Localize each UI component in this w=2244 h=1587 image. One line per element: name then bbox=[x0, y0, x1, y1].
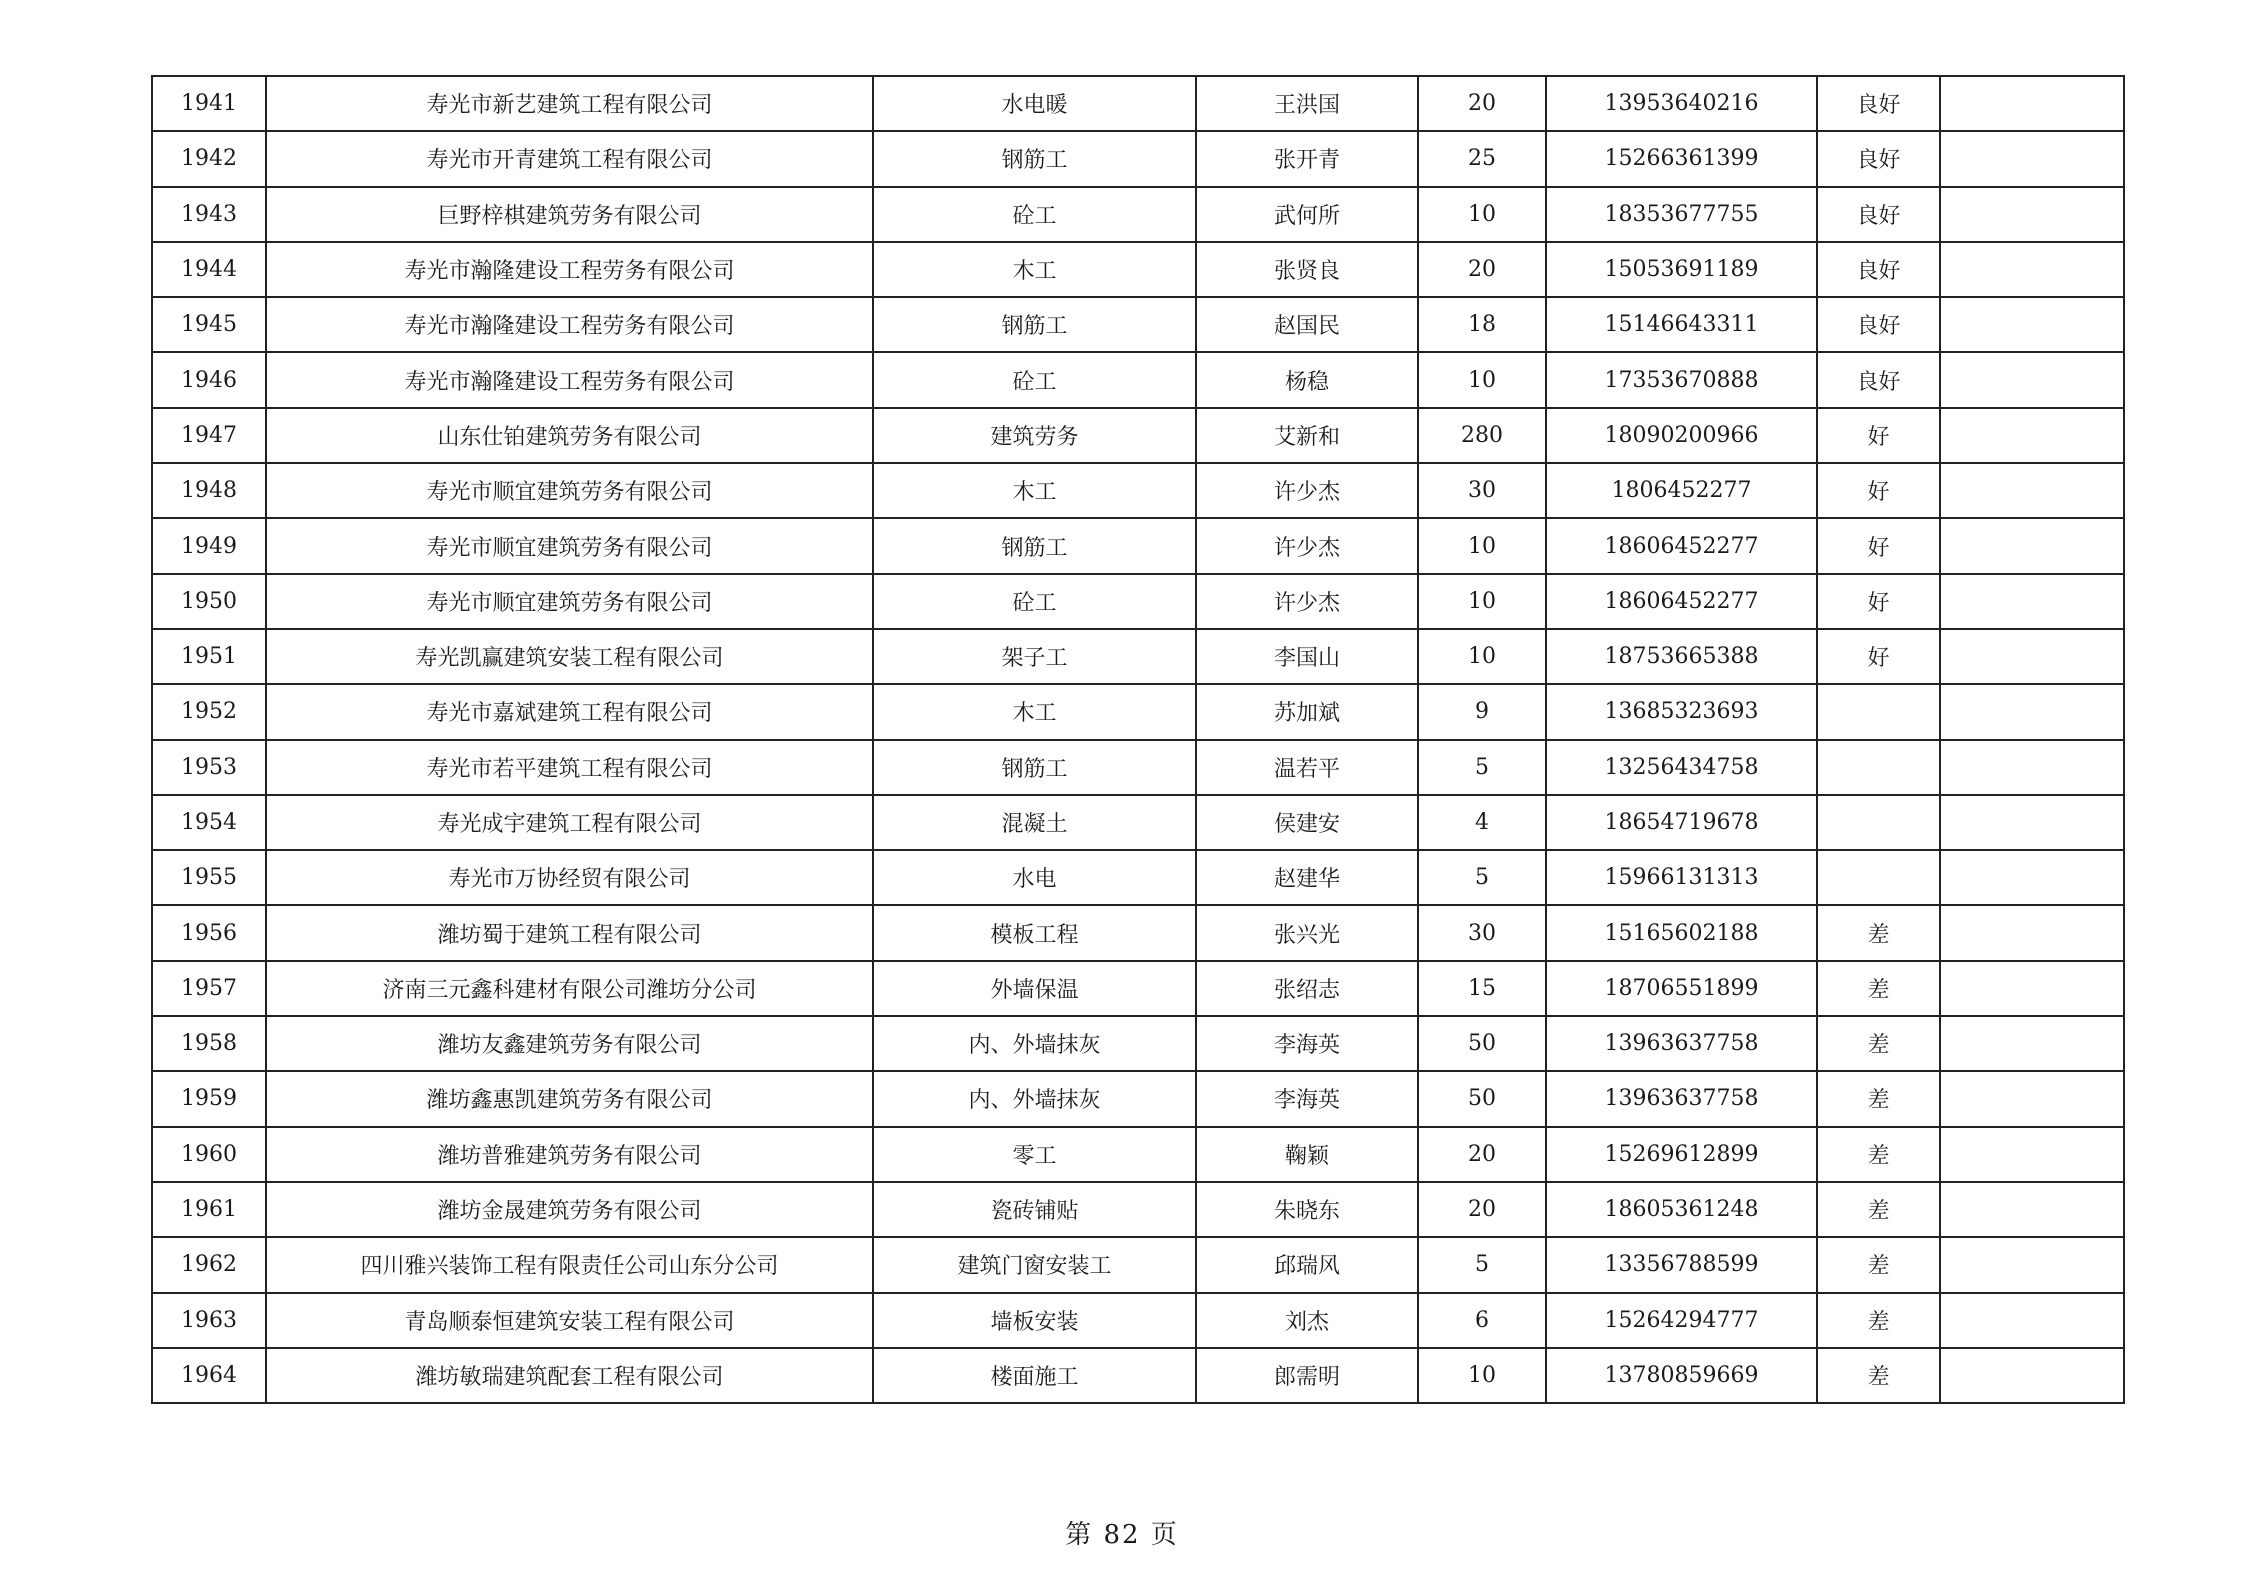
cell-note bbox=[1940, 1237, 2124, 1292]
table-row bbox=[152, 905, 2124, 960]
page-number: 第 82 页 bbox=[1065, 1520, 1179, 1550]
cell-trade: 墙板安装 bbox=[873, 1293, 1196, 1348]
cell-trade: 木工 bbox=[873, 684, 1196, 739]
cell-company-name: 寿光市开青建筑工程有限公司 bbox=[266, 131, 873, 186]
cell-trade: 水电暖 bbox=[873, 76, 1196, 131]
cell-note bbox=[1940, 795, 2124, 850]
cell-serial-number: 1947 bbox=[152, 408, 266, 463]
table-row bbox=[152, 574, 2124, 629]
cell-serial-number: 1948 bbox=[152, 463, 266, 518]
cell-rating: 好 bbox=[1817, 463, 1940, 518]
cell-phone: 13963637758 bbox=[1546, 1071, 1817, 1126]
cell-worker-count: 10 bbox=[1418, 629, 1546, 684]
cell-company-name: 青岛顺泰恒建筑安装工程有限公司 bbox=[266, 1293, 873, 1348]
cell-worker-count: 4 bbox=[1418, 795, 1546, 850]
cell-phone: 13953640216 bbox=[1546, 76, 1817, 131]
table-body bbox=[152, 76, 2124, 1403]
cell-serial-number: 1955 bbox=[152, 850, 266, 905]
table-row bbox=[152, 1348, 2124, 1403]
cell-worker-count: 20 bbox=[1418, 1127, 1546, 1182]
cell-worker-count: 20 bbox=[1418, 242, 1546, 297]
cell-phone: 15165602188 bbox=[1546, 905, 1817, 960]
cell-rating: 良好 bbox=[1817, 352, 1940, 407]
cell-trade: 内、外墙抹灰 bbox=[873, 1016, 1196, 1071]
cell-serial-number: 1956 bbox=[152, 905, 266, 960]
table-row bbox=[152, 76, 2124, 131]
cell-phone: 18606452277 bbox=[1546, 518, 1817, 573]
table-row bbox=[152, 850, 2124, 905]
cell-rating: 差 bbox=[1817, 1237, 1940, 1292]
cell-company-name: 寿光市万协经贸有限公司 bbox=[266, 850, 873, 905]
cell-contact-person: 杨稳 bbox=[1196, 352, 1418, 407]
cell-contact-person: 张贤良 bbox=[1196, 242, 1418, 297]
cell-worker-count: 50 bbox=[1418, 1071, 1546, 1126]
cell-trade: 钢筋工 bbox=[873, 740, 1196, 795]
contractor-table bbox=[151, 75, 2125, 1404]
cell-serial-number: 1945 bbox=[152, 297, 266, 352]
cell-contact-person: 邱瑞风 bbox=[1196, 1237, 1418, 1292]
cell-contact-person: 武何所 bbox=[1196, 187, 1418, 242]
cell-note bbox=[1940, 352, 2124, 407]
cell-note bbox=[1940, 629, 2124, 684]
cell-phone: 18353677755 bbox=[1546, 187, 1817, 242]
cell-rating: 差 bbox=[1817, 1348, 1940, 1403]
cell-rating: 好 bbox=[1817, 574, 1940, 629]
cell-contact-person: 鞠颖 bbox=[1196, 1127, 1418, 1182]
cell-rating: 好 bbox=[1817, 408, 1940, 463]
cell-serial-number: 1957 bbox=[152, 961, 266, 1016]
cell-note bbox=[1940, 740, 2124, 795]
cell-contact-person: 朱晓东 bbox=[1196, 1182, 1418, 1237]
cell-company-name: 山东仕铂建筑劳务有限公司 bbox=[266, 408, 873, 463]
cell-rating bbox=[1817, 740, 1940, 795]
contractor-table-container bbox=[151, 75, 2123, 1404]
cell-phone: 15269612899 bbox=[1546, 1127, 1817, 1182]
cell-company-name: 巨野梓棋建筑劳务有限公司 bbox=[266, 187, 873, 242]
cell-phone: 15266361399 bbox=[1546, 131, 1817, 186]
table-row bbox=[152, 518, 2124, 573]
cell-contact-person: 李国山 bbox=[1196, 629, 1418, 684]
cell-worker-count: 30 bbox=[1418, 905, 1546, 960]
table-row bbox=[152, 1016, 2124, 1071]
cell-serial-number: 1961 bbox=[152, 1182, 266, 1237]
cell-contact-person: 刘杰 bbox=[1196, 1293, 1418, 1348]
cell-contact-person: 许少杰 bbox=[1196, 574, 1418, 629]
cell-contact-person: 侯建安 bbox=[1196, 795, 1418, 850]
cell-phone: 13685323693 bbox=[1546, 684, 1817, 739]
cell-company-name: 寿光市嘉斌建筑工程有限公司 bbox=[266, 684, 873, 739]
cell-company-name: 寿光成宇建筑工程有限公司 bbox=[266, 795, 873, 850]
cell-worker-count: 6 bbox=[1418, 1293, 1546, 1348]
table-row bbox=[152, 463, 2124, 518]
cell-rating bbox=[1817, 850, 1940, 905]
cell-contact-person: 温若平 bbox=[1196, 740, 1418, 795]
cell-company-name: 潍坊蜀于建筑工程有限公司 bbox=[266, 905, 873, 960]
table-row bbox=[152, 795, 2124, 850]
cell-note bbox=[1940, 1016, 2124, 1071]
table-row bbox=[152, 1237, 2124, 1292]
cell-trade: 钢筋工 bbox=[873, 297, 1196, 352]
table-row bbox=[152, 242, 2124, 297]
cell-rating: 良好 bbox=[1817, 76, 1940, 131]
cell-worker-count: 10 bbox=[1418, 187, 1546, 242]
cell-serial-number: 1953 bbox=[152, 740, 266, 795]
cell-trade: 建筑门窗安装工 bbox=[873, 1237, 1196, 1292]
table-row bbox=[152, 408, 2124, 463]
cell-serial-number: 1954 bbox=[152, 795, 266, 850]
cell-company-name: 寿光市瀚隆建设工程劳务有限公司 bbox=[266, 352, 873, 407]
cell-note bbox=[1940, 961, 2124, 1016]
cell-rating: 差 bbox=[1817, 905, 1940, 960]
cell-worker-count: 10 bbox=[1418, 352, 1546, 407]
cell-note bbox=[1940, 518, 2124, 573]
cell-rating: 良好 bbox=[1817, 242, 1940, 297]
cell-contact-person: 赵建华 bbox=[1196, 850, 1418, 905]
cell-note bbox=[1940, 297, 2124, 352]
cell-phone: 17353670888 bbox=[1546, 352, 1817, 407]
cell-worker-count: 10 bbox=[1418, 518, 1546, 573]
cell-company-name: 潍坊鑫惠凯建筑劳务有限公司 bbox=[266, 1071, 873, 1126]
cell-phone: 18606452277 bbox=[1546, 574, 1817, 629]
cell-note bbox=[1940, 1348, 2124, 1403]
cell-trade: 砼工 bbox=[873, 187, 1196, 242]
cell-rating: 差 bbox=[1817, 1071, 1940, 1126]
cell-serial-number: 1963 bbox=[152, 1293, 266, 1348]
cell-contact-person: 赵国民 bbox=[1196, 297, 1418, 352]
cell-rating bbox=[1817, 795, 1940, 850]
cell-worker-count: 20 bbox=[1418, 1182, 1546, 1237]
cell-note bbox=[1940, 850, 2124, 905]
cell-contact-person: 苏加斌 bbox=[1196, 684, 1418, 739]
cell-phone: 18605361248 bbox=[1546, 1182, 1817, 1237]
cell-contact-person: 张开青 bbox=[1196, 131, 1418, 186]
cell-worker-count: 10 bbox=[1418, 574, 1546, 629]
cell-serial-number: 1943 bbox=[152, 187, 266, 242]
cell-company-name: 寿光凯赢建筑安装工程有限公司 bbox=[266, 629, 873, 684]
cell-note bbox=[1940, 187, 2124, 242]
cell-contact-person: 许少杰 bbox=[1196, 463, 1418, 518]
cell-trade: 水电 bbox=[873, 850, 1196, 905]
cell-trade: 模板工程 bbox=[873, 905, 1196, 960]
cell-note bbox=[1940, 242, 2124, 297]
cell-worker-count: 30 bbox=[1418, 463, 1546, 518]
cell-company-name: 潍坊金晟建筑劳务有限公司 bbox=[266, 1182, 873, 1237]
cell-trade: 内、外墙抹灰 bbox=[873, 1071, 1196, 1126]
cell-worker-count: 5 bbox=[1418, 850, 1546, 905]
cell-worker-count: 10 bbox=[1418, 1348, 1546, 1403]
cell-trade: 混凝土 bbox=[873, 795, 1196, 850]
cell-trade: 建筑劳务 bbox=[873, 408, 1196, 463]
table-row bbox=[152, 1293, 2124, 1348]
cell-phone: 15146643311 bbox=[1546, 297, 1817, 352]
cell-company-name: 四川雅兴装饰工程有限责任公司山东分公司 bbox=[266, 1237, 873, 1292]
cell-trade: 零工 bbox=[873, 1127, 1196, 1182]
cell-phone: 13356788599 bbox=[1546, 1237, 1817, 1292]
cell-company-name: 济南三元鑫科建材有限公司潍坊分公司 bbox=[266, 961, 873, 1016]
cell-worker-count: 280 bbox=[1418, 408, 1546, 463]
cell-serial-number: 1960 bbox=[152, 1127, 266, 1182]
cell-note bbox=[1940, 1293, 2124, 1348]
cell-rating: 好 bbox=[1817, 518, 1940, 573]
cell-trade: 外墙保温 bbox=[873, 961, 1196, 1016]
cell-rating: 差 bbox=[1817, 1293, 1940, 1348]
cell-note bbox=[1940, 905, 2124, 960]
cell-trade: 架子工 bbox=[873, 629, 1196, 684]
cell-rating: 差 bbox=[1817, 1127, 1940, 1182]
cell-note bbox=[1940, 131, 2124, 186]
cell-worker-count: 18 bbox=[1418, 297, 1546, 352]
cell-phone: 18753665388 bbox=[1546, 629, 1817, 684]
cell-company-name: 潍坊友鑫建筑劳务有限公司 bbox=[266, 1016, 873, 1071]
table-row bbox=[152, 352, 2124, 407]
cell-contact-person: 张兴光 bbox=[1196, 905, 1418, 960]
cell-phone: 13256434758 bbox=[1546, 740, 1817, 795]
cell-worker-count: 9 bbox=[1418, 684, 1546, 739]
cell-rating: 差 bbox=[1817, 961, 1940, 1016]
cell-rating bbox=[1817, 684, 1940, 739]
cell-phone: 18090200966 bbox=[1546, 408, 1817, 463]
cell-worker-count: 15 bbox=[1418, 961, 1546, 1016]
table-row bbox=[152, 187, 2124, 242]
table-row bbox=[152, 961, 2124, 1016]
cell-note bbox=[1940, 574, 2124, 629]
cell-phone: 18706551899 bbox=[1546, 961, 1817, 1016]
cell-worker-count: 20 bbox=[1418, 76, 1546, 131]
cell-serial-number: 1944 bbox=[152, 242, 266, 297]
cell-rating: 良好 bbox=[1817, 297, 1940, 352]
cell-company-name: 寿光市新艺建筑工程有限公司 bbox=[266, 76, 873, 131]
cell-phone: 18654719678 bbox=[1546, 795, 1817, 850]
cell-serial-number: 1962 bbox=[152, 1237, 266, 1292]
cell-serial-number: 1959 bbox=[152, 1071, 266, 1126]
cell-contact-person: 王洪国 bbox=[1196, 76, 1418, 131]
cell-serial-number: 1949 bbox=[152, 518, 266, 573]
cell-worker-count: 50 bbox=[1418, 1016, 1546, 1071]
cell-trade: 钢筋工 bbox=[873, 131, 1196, 186]
table-row bbox=[152, 1071, 2124, 1126]
table-row bbox=[152, 1127, 2124, 1182]
table-row bbox=[152, 131, 2124, 186]
cell-serial-number: 1950 bbox=[152, 574, 266, 629]
cell-phone: 13963637758 bbox=[1546, 1016, 1817, 1071]
cell-note bbox=[1940, 408, 2124, 463]
cell-rating: 差 bbox=[1817, 1016, 1940, 1071]
cell-serial-number: 1941 bbox=[152, 76, 266, 131]
cell-company-name: 寿光市顺宜建筑劳务有限公司 bbox=[266, 518, 873, 573]
cell-company-name: 潍坊敏瑞建筑配套工程有限公司 bbox=[266, 1348, 873, 1403]
cell-note bbox=[1940, 1071, 2124, 1126]
cell-contact-person: 李海英 bbox=[1196, 1016, 1418, 1071]
cell-phone: 13780859669 bbox=[1546, 1348, 1817, 1403]
cell-worker-count: 25 bbox=[1418, 131, 1546, 186]
cell-company-name: 寿光市顺宜建筑劳务有限公司 bbox=[266, 463, 873, 518]
cell-phone: 15264294777 bbox=[1546, 1293, 1817, 1348]
table-row bbox=[152, 297, 2124, 352]
table-row bbox=[152, 740, 2124, 795]
cell-worker-count: 5 bbox=[1418, 740, 1546, 795]
cell-rating: 差 bbox=[1817, 1182, 1940, 1237]
cell-trade: 楼面施工 bbox=[873, 1348, 1196, 1403]
cell-note bbox=[1940, 76, 2124, 131]
cell-rating: 良好 bbox=[1817, 187, 1940, 242]
cell-serial-number: 1964 bbox=[152, 1348, 266, 1403]
cell-company-name: 寿光市瀚隆建设工程劳务有限公司 bbox=[266, 242, 873, 297]
cell-contact-person: 张绍志 bbox=[1196, 961, 1418, 1016]
cell-rating: 好 bbox=[1817, 629, 1940, 684]
cell-note bbox=[1940, 684, 2124, 739]
cell-trade: 砼工 bbox=[873, 352, 1196, 407]
cell-company-name: 寿光市若平建筑工程有限公司 bbox=[266, 740, 873, 795]
cell-company-name: 寿光市瀚隆建设工程劳务有限公司 bbox=[266, 297, 873, 352]
table-row bbox=[152, 684, 2124, 739]
cell-serial-number: 1951 bbox=[152, 629, 266, 684]
cell-trade: 砼工 bbox=[873, 574, 1196, 629]
cell-serial-number: 1942 bbox=[152, 131, 266, 186]
cell-note bbox=[1940, 1182, 2124, 1237]
cell-trade: 木工 bbox=[873, 242, 1196, 297]
cell-phone: 15053691189 bbox=[1546, 242, 1817, 297]
table-row bbox=[152, 629, 2124, 684]
cell-rating: 良好 bbox=[1817, 131, 1940, 186]
cell-contact-person: 李海英 bbox=[1196, 1071, 1418, 1126]
cell-serial-number: 1958 bbox=[152, 1016, 266, 1071]
cell-note bbox=[1940, 463, 2124, 518]
cell-company-name: 寿光市顺宜建筑劳务有限公司 bbox=[266, 574, 873, 629]
cell-phone: 15966131313 bbox=[1546, 850, 1817, 905]
cell-contact-person: 郎需明 bbox=[1196, 1348, 1418, 1403]
cell-contact-person: 艾新和 bbox=[1196, 408, 1418, 463]
cell-trade: 瓷砖铺贴 bbox=[873, 1182, 1196, 1237]
table-row bbox=[152, 1182, 2124, 1237]
cell-serial-number: 1946 bbox=[152, 352, 266, 407]
cell-contact-person: 许少杰 bbox=[1196, 518, 1418, 573]
cell-trade: 木工 bbox=[873, 463, 1196, 518]
cell-company-name: 潍坊普雅建筑劳务有限公司 bbox=[266, 1127, 873, 1182]
cell-serial-number: 1952 bbox=[152, 684, 266, 739]
cell-trade: 钢筋工 bbox=[873, 518, 1196, 573]
cell-phone: 1806452277 bbox=[1546, 463, 1817, 518]
cell-note bbox=[1940, 1127, 2124, 1182]
cell-worker-count: 5 bbox=[1418, 1237, 1546, 1292]
